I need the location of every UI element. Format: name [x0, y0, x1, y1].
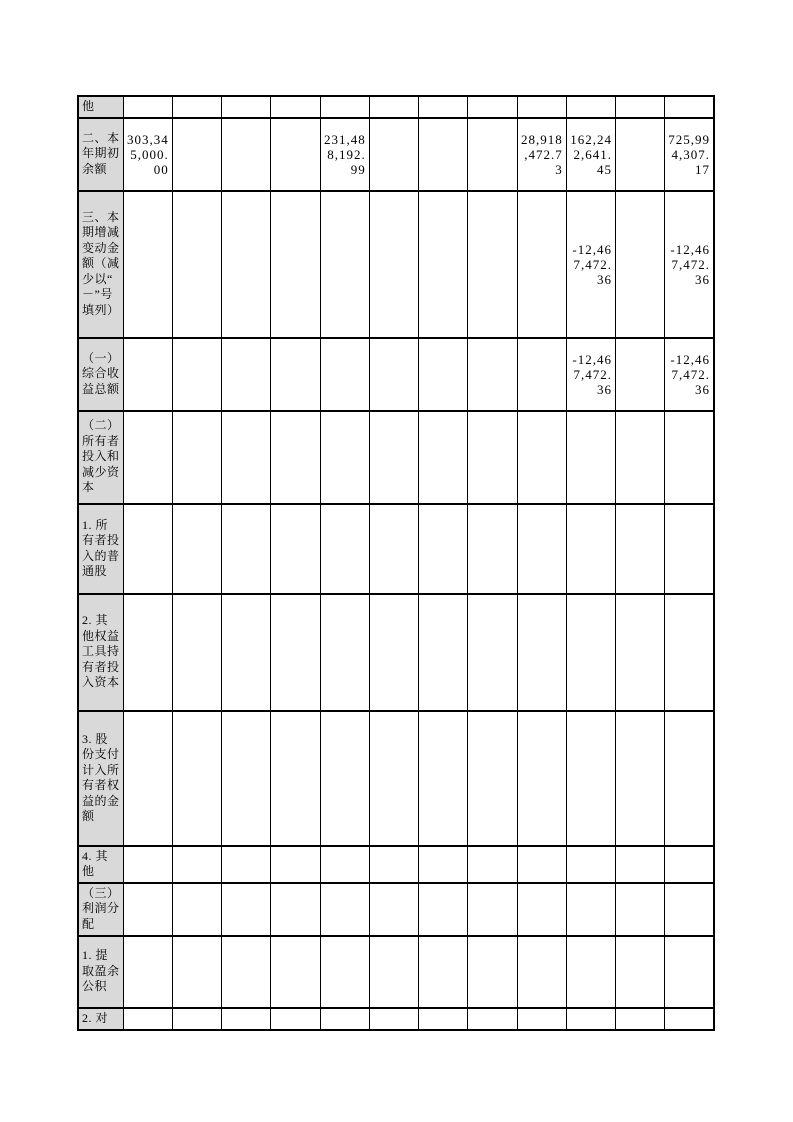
value-cell: [517, 846, 566, 883]
value-cell: [172, 118, 221, 191]
value-cell: [222, 1008, 271, 1030]
table-row: [78, 846, 714, 883]
value-cell: [172, 411, 221, 504]
value-cell: -12,467,472.36: [665, 191, 714, 338]
value-cell: [566, 411, 615, 504]
row-label-cell: （二）所有者投入和减少资本: [78, 411, 123, 504]
value-cell: [320, 1008, 369, 1030]
value-cell: [468, 504, 517, 594]
value-cell: [320, 504, 369, 594]
table-row: [78, 191, 714, 338]
value-cell: [271, 338, 320, 411]
value-cell: [123, 936, 172, 1008]
value-cell: [320, 883, 369, 936]
equity-table-body: [78, 96, 714, 1030]
value-cell: [616, 504, 665, 594]
row-label-cell: （一）综合收益总额: [78, 338, 123, 411]
row-label-cell: 他: [78, 96, 123, 118]
value-cell: [222, 936, 271, 1008]
value-cell: [123, 594, 172, 711]
value-cell: [566, 936, 615, 1008]
value-cell: [566, 504, 615, 594]
value-cell: [419, 594, 468, 711]
value-cell: [517, 191, 566, 338]
value-cell: [566, 711, 615, 846]
value-cell: [468, 191, 517, 338]
value-cell: [271, 504, 320, 594]
value-cell: [369, 846, 418, 883]
value-cell: 231,488,192.99: [320, 118, 369, 191]
value-cell: [419, 711, 468, 846]
value-cell: [271, 936, 320, 1008]
value-cell: [369, 411, 418, 504]
table-row: [78, 411, 714, 504]
value-cell: [517, 411, 566, 504]
value-cell: [419, 504, 468, 594]
value-cell: [566, 1008, 615, 1030]
value-cell: [517, 711, 566, 846]
value-cell: [271, 411, 320, 504]
value-cell: [616, 118, 665, 191]
value-cell: [271, 594, 320, 711]
row-label-cell: 4. 其他: [78, 846, 123, 883]
value-cell: [271, 1008, 320, 1030]
value-cell: [616, 711, 665, 846]
value-cell: 28,918,472.73: [517, 118, 566, 191]
value-cell: [172, 96, 221, 118]
value-cell: [320, 936, 369, 1008]
value-cell: [123, 338, 172, 411]
value-cell: [172, 504, 221, 594]
row-label-cell: 2. 对: [78, 1008, 123, 1030]
value-cell: [616, 96, 665, 118]
value-cell: [665, 846, 714, 883]
value-cell: [123, 883, 172, 936]
value-cell: [369, 504, 418, 594]
value-cell: [123, 846, 172, 883]
value-cell: [419, 411, 468, 504]
value-cell: [665, 711, 714, 846]
value-cell: [320, 411, 369, 504]
value-cell: [271, 191, 320, 338]
value-cell: [172, 883, 221, 936]
value-cell: [468, 883, 517, 936]
value-cell: [123, 711, 172, 846]
value-cell: [271, 846, 320, 883]
value-cell: [517, 504, 566, 594]
value-cell: 725,994,307.17: [665, 118, 714, 191]
value-cell: [468, 411, 517, 504]
value-cell: [320, 594, 369, 711]
value-cell: [123, 504, 172, 594]
value-cell: [517, 96, 566, 118]
table-row: [78, 96, 714, 118]
row-label-cell: 2. 其他权益工具持有者投入资本: [78, 594, 123, 711]
value-cell: [517, 594, 566, 711]
value-cell: [222, 118, 271, 191]
value-cell: [172, 711, 221, 846]
table-row: [78, 504, 714, 594]
value-cell: [271, 711, 320, 846]
value-cell: [271, 883, 320, 936]
value-cell: -12,467,472.36: [566, 338, 615, 411]
table-row: [78, 883, 714, 936]
value-cell: [222, 96, 271, 118]
value-cell: [172, 1008, 221, 1030]
value-cell: [222, 191, 271, 338]
value-cell: 303,345,000.00: [123, 118, 172, 191]
value-cell: [665, 96, 714, 118]
value-cell: [419, 883, 468, 936]
value-cell: [369, 118, 418, 191]
value-cell: -12,467,472.36: [566, 191, 615, 338]
value-cell: [665, 936, 714, 1008]
value-cell: [419, 936, 468, 1008]
row-label-cell: 1. 所有者投入的普通股: [78, 504, 123, 594]
value-cell: [517, 338, 566, 411]
value-cell: [468, 846, 517, 883]
table-row: [78, 936, 714, 1008]
value-cell: [616, 846, 665, 883]
value-cell: [468, 118, 517, 191]
value-cell: [222, 504, 271, 594]
value-cell: [369, 1008, 418, 1030]
value-cell: [123, 411, 172, 504]
value-cell: [369, 96, 418, 118]
value-cell: [419, 338, 468, 411]
value-cell: [419, 118, 468, 191]
value-cell: [222, 338, 271, 411]
table-row: [78, 338, 714, 411]
value-cell: [222, 711, 271, 846]
row-label-cell: 1. 提取盈余公积: [78, 936, 123, 1008]
table-row: [78, 594, 714, 711]
value-cell: [616, 883, 665, 936]
value-cell: [616, 191, 665, 338]
value-cell: -12,467,472.36: [665, 338, 714, 411]
value-cell: [123, 1008, 172, 1030]
value-cell: [369, 594, 418, 711]
table-row: [78, 1008, 714, 1030]
value-cell: [566, 846, 615, 883]
value-cell: [222, 883, 271, 936]
value-cell: [222, 594, 271, 711]
value-cell: [419, 96, 468, 118]
value-cell: [419, 191, 468, 338]
value-cell: [468, 594, 517, 711]
value-cell: [419, 846, 468, 883]
value-cell: [369, 936, 418, 1008]
value-cell: [665, 1008, 714, 1030]
value-cell: [123, 96, 172, 118]
value-cell: [172, 191, 221, 338]
value-cell: [616, 411, 665, 504]
value-cell: [123, 191, 172, 338]
value-cell: [468, 936, 517, 1008]
value-cell: [222, 411, 271, 504]
value-cell: [468, 338, 517, 411]
value-cell: [320, 338, 369, 411]
value-cell: [566, 883, 615, 936]
value-cell: [172, 936, 221, 1008]
value-cell: [172, 594, 221, 711]
value-cell: [566, 96, 615, 118]
value-cell: 162,242,641.45: [566, 118, 615, 191]
value-cell: [320, 711, 369, 846]
row-label-cell: 3. 股份支付计入所有者权益的金额: [78, 711, 123, 846]
value-cell: [369, 191, 418, 338]
value-cell: [320, 846, 369, 883]
value-cell: [172, 338, 221, 411]
value-cell: [369, 883, 418, 936]
value-cell: [222, 846, 271, 883]
value-cell: [616, 338, 665, 411]
equity-change-table: [77, 95, 715, 1031]
value-cell: [271, 118, 320, 191]
value-cell: [419, 1008, 468, 1030]
value-cell: [517, 1008, 566, 1030]
value-cell: [271, 96, 320, 118]
value-cell: [172, 846, 221, 883]
value-cell: [616, 936, 665, 1008]
value-cell: [616, 594, 665, 711]
row-label-cell: （三）利润分配: [78, 883, 123, 936]
value-cell: [665, 504, 714, 594]
value-cell: [320, 96, 369, 118]
table-row: [78, 711, 714, 846]
value-cell: [320, 191, 369, 338]
row-label-cell: 三、本期增减变动金额（减少以“－”号填列）: [78, 191, 123, 338]
value-cell: [665, 594, 714, 711]
value-cell: [517, 883, 566, 936]
value-cell: [566, 594, 615, 711]
value-cell: [468, 1008, 517, 1030]
value-cell: [468, 96, 517, 118]
value-cell: [616, 1008, 665, 1030]
value-cell: [665, 883, 714, 936]
value-cell: [468, 711, 517, 846]
table-row: [78, 118, 714, 191]
value-cell: [369, 338, 418, 411]
value-cell: [665, 411, 714, 504]
value-cell: [369, 711, 418, 846]
row-label-cell: 二、本年期初余额: [78, 118, 123, 191]
value-cell: [517, 936, 566, 1008]
